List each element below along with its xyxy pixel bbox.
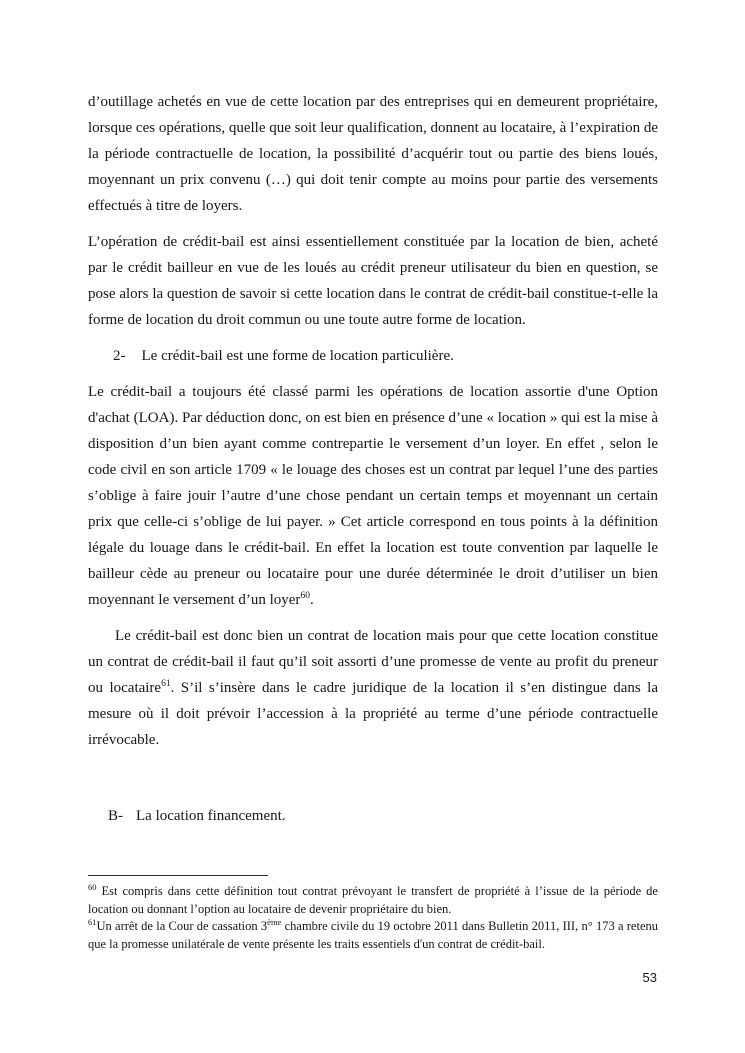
heading-number: 2- [113,348,126,364]
page-number: 53 [642,970,657,985]
paragraph-text: Le crédit-bail a toujours été classé parmi les opérations de location assortie d'une Option d'achat (LOA). Par déduction donc, on est bien en présence d’une « location » qui est la mise à disposition d’un bien ayant comme contrepartie le versement d’un loyer. En effet , selon le code civil en son article 1709 « le louage des choses est un contrat par lequel l’une des parties s’oblige à faire jouir l’autre d’une chose pendant un certain temps et moyennant un certain prix que celle-ci s’oblige de lui payer. » Cet article correspond en tous points à la définition légale du louage dans le crédit-bail. En effet la location est toute convention par laquelle le bailleur cède au preneur ou locataire pour une durée déterminée le droit d’utiliser un bien moyennant le versement d’un loyer [88,384,658,608]
heading-letter-label: B- [108,808,123,824]
footnote-61-text: Un arrêt de la Cour de cassation 3 [96,919,268,933]
paragraph-operation-credit-bail: L’opération de crédit-bail est ainsi essentiellement constituée par la location de bien, acheté par le crédit bailleur en vue de les loués au crédit preneur utilisateur du bien en question, se pose alors la question de savoir si cette location dans le contrat de crédit-bail constitue-t-elle la forme de location du droit commun ou une toute autre forme de location. [88,234,658,328]
footnote-61-text: chambre civile du 19 octobre 2011 dans Bulletin 2011, III, n° 173 a retenu que la promesse unilatérale de vente présente les traits essentiels d'un contrat de crédit-bail. [88,919,659,951]
footnote-61-marker: 61 [88,916,97,927]
footnote-60-marker: 60 [88,881,97,892]
paragraph-text: . [309,592,314,608]
paragraph-text: Le crédit-bail est donc bien un contrat de location mais pour que cette location constitue un contrat de crédit-bail il faut qu’il soit assorti d’une promesse de vente au profit du preneur ou locataire [88,628,658,696]
footnote-separator-rule [88,875,268,876]
footnote-61 [88,918,658,953]
heading-b-location-financement [88,803,658,829]
paragraph-text: . S’il s’insère dans le cadre juridique de la location il s’en distingue dans la mesure où il doit prévoir l’accession à la propriété au terme d’une période contractuelle irrévocable. [88,680,658,748]
footnote-ref-60: 60 [300,591,310,601]
heading-label: La location financement. [136,808,286,824]
heading-label: Le crédit-bail est une forme de location particulière. [141,348,454,364]
paragraph-outillage: d’outillage achetés en vue de cette location par des entreprises qui en demeurent propriétaire, lorsque ces opérations, quelle que soit leur qualification, donnent au locataire, à l’expiration de la période contractuelle de location, la possibilité d’acquérir tout ou partie des biens loués, moyennant un prix convenu (…) qui doit tenir compte au moins pour partie des versements effectués à titre de loyers. [88,94,658,214]
footnote-60-text: Est compris dans cette définition tout contrat prévoyant le transfert de propriété à l’issue de la période de location ou donnant l’option au locataire de devenir propriétaire du bien. [88,884,658,916]
footnote-area [88,875,658,953]
footnote-60 [88,883,658,918]
paragraph-credit-bail-classement [88,379,658,613]
footnote-ref-61: 61 [161,679,171,689]
footnote-61-superscript-eme: ème [267,916,282,927]
paragraph-contrat-de-location [88,623,658,753]
heading-2-credit-bail-location-particuliere [88,343,658,369]
